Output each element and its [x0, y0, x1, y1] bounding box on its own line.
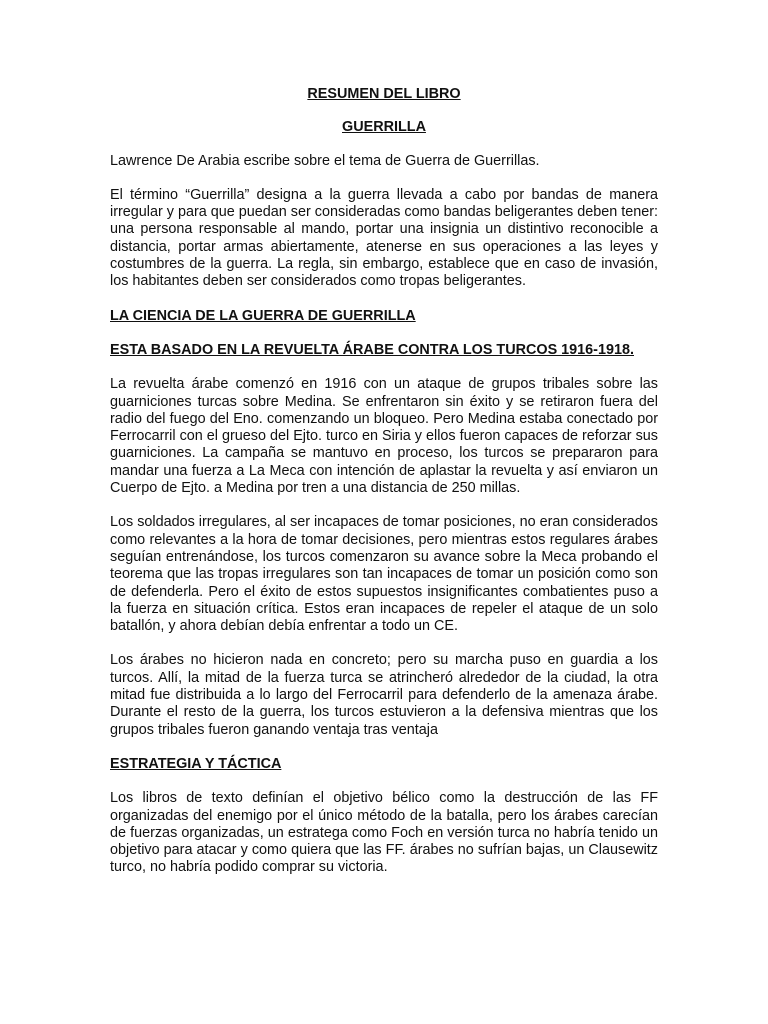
- document-page: [110, 86, 658, 894]
- paragraph-estrategia: Los libros de texto definían el objetivo bélico como la destrucción de las FF organizadas del enemigo por el único método de la batalla, pero los árabes carecían de fuerzas organizadas, un estratega como Foch en versión turca no habría tenido un objetivo para atacar y como quiera que las FF. árabes no sufrían bajas, un Clausewitz turco, no habría podido comprar su victoria.: [110, 790, 658, 876]
- section-heading-ciencia: LA CIENCIA DE LA GUERRA DE GUERRILLA: [110, 307, 416, 324]
- section-heading-revuelta: ESTA BASADO EN LA REVUELTA ÁRABE CONTRA LOS TURCOS 1916-1918.: [110, 341, 634, 358]
- intro-paragraph: Lawrence De Arabia escribe sobre el tema de Guerra de Guerrillas.: [110, 152, 540, 169]
- paragraph-irregulares: Los soldados irregulares, al ser incapaces de tomar posiciones, no eran considerados como relevantes a la hora de tomar decisiones, pero mientras estos regulares árabes seguían entrenándose, los turcos comenzaron su avance sobre la Meca probando el teorema que las tropas irregulares son tan incapaces de tomar un posición como son de defenderla. Pero el éxito de estos supuestos insignificantes combatientes puso a la fuerza en situación crítica. Estos eran incapaces de repeler el ataque de un solo batallón, y ahora debían debía enfrentar a todo un CE.: [110, 514, 658, 635]
- paragraph-guerrilla-definition: El término “Guerrilla” designa a la guerra llevada a cabo por bandas de manera irregular y para que puedan ser consideradas como bandas beligerantes deben tener: una persona responsable al mando, portar una insignia un distintivo reconocible a distancia, portar armas abiertamente, atenerse en sus operaciones a las leyes y costumbres de la guerra. La regla, sin embargo, establece que en caso de invasión, los habitantes deben ser considerados como tropas beligerantes.: [110, 186, 659, 290]
- paragraph-arabes: Los árabes no hicieron nada en concreto; pero su marcha puso en guardia a los turcos. Allí, la mitad de la fuerza turca se atrincheró alrededor de la ciudad, la otra mitad fue distribuida a lo largo del Ferrocarril para defenderlo de la amenaza árabe. Durante el resto de la guerra, los turcos estuvieron a la defensiva mientras que los grupos tribales fueron ganando ventaja tras ventaja: [110, 652, 658, 738]
- paragraph-revuelta: La revuelta árabe comenzó en 1916 con un ataque de grupos tribales sobre las guarniciones turcas sobre Medina. Se enfrentaron sin éxito y se retiraron fuera del radio del fuego del Eno. comenzando un bloqueo. Pero Medina estaba conectado por Ferrocarril con el grueso del Ejto. turco en Siria y ellos fueron capaces de reforzar sus guarniciones. La campaña se mantuvo en proceso, los turcos se prepararon para mandar una fuerza a La Meca con intención de aplastar la revuelta y así enviaron un Cuerpo de Ejto. a Medina por tren a una distancia de 250 millas.: [110, 376, 658, 497]
- document-title: RESUMEN DEL LIBRO: [307, 86, 461, 102]
- document-subtitle: GUERRILLA: [342, 119, 426, 136]
- section-heading-estrategia: ESTRATEGIA Y TÁCTICA: [110, 755, 282, 772]
